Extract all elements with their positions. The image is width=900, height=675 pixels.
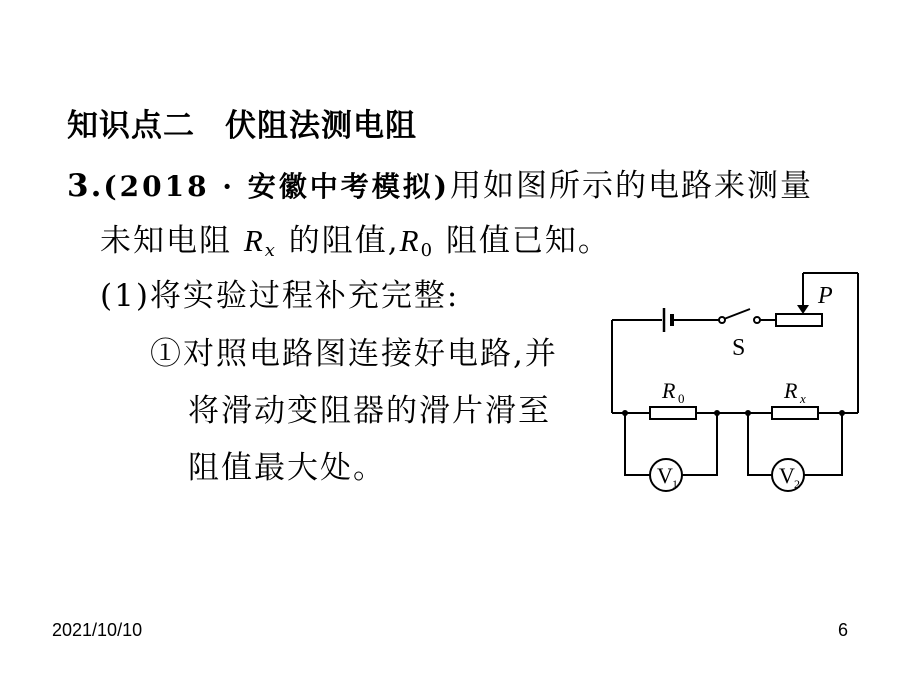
rheostat-body [776, 314, 822, 326]
heading-part1: 知识点二 [67, 108, 195, 144]
step1-line-3: 阻值最大处。 [188, 450, 386, 486]
r0-resistor [650, 407, 696, 419]
circuit-diagram [600, 265, 870, 495]
v2-label: V [779, 463, 795, 488]
switch-label: S [732, 335, 746, 361]
slider-arrow-icon [797, 305, 809, 314]
slider-label: P [818, 283, 833, 309]
line2-text-a: 未知电阻 [100, 223, 244, 259]
junction-dot [839, 410, 845, 416]
v2-label-sub: 2 [794, 477, 800, 491]
r0-label: R [662, 378, 676, 403]
step1-line-1: ①对照电路图连接好电路,并 [150, 336, 558, 372]
question-number: 3. [67, 168, 104, 204]
question-line-2 [100, 215, 611, 261]
step1-line-2: 将滑动变阻器的滑片滑至 [188, 393, 551, 429]
line2-text-c: 阻值已知。 [434, 223, 611, 259]
question-line1-text: 用如图所示的电路来测量 [450, 168, 814, 204]
rx-subscript: x [264, 240, 277, 261]
line2-text-b: 的阻值, [276, 223, 400, 259]
v1-label: V [657, 463, 673, 488]
v1-wire-right [682, 413, 717, 475]
page-number: 6 [838, 620, 849, 640]
v2-wire-left [748, 413, 772, 475]
v1-wire-left [625, 413, 650, 475]
junction-dot [622, 410, 628, 416]
section-heading [67, 100, 417, 145]
heading-part2: 伏阻法测电阻 [225, 108, 417, 144]
r0-subscript: 0 [420, 240, 435, 261]
r0-symbol: R [399, 223, 421, 258]
switch-blade [724, 309, 750, 319]
switch-right-terminal [754, 317, 760, 323]
r0-label-sub: 0 [678, 391, 685, 406]
v1-label-sub: 1 [672, 477, 678, 491]
rx-resistor [772, 407, 818, 419]
v2-wire-right [804, 413, 842, 475]
rx-label-sub: x [800, 391, 806, 406]
rx-symbol: R [243, 223, 265, 258]
footer-date: 2021/10/10 [52, 620, 143, 640]
rx-label: R [784, 378, 798, 403]
junction-dot [714, 410, 720, 416]
question-line-1 [67, 160, 813, 205]
question-part1: (1)将实验过程补充完整: [100, 278, 460, 314]
junction-dot [745, 410, 751, 416]
question-source: (2018 · 安徽中考模拟) [103, 170, 451, 203]
